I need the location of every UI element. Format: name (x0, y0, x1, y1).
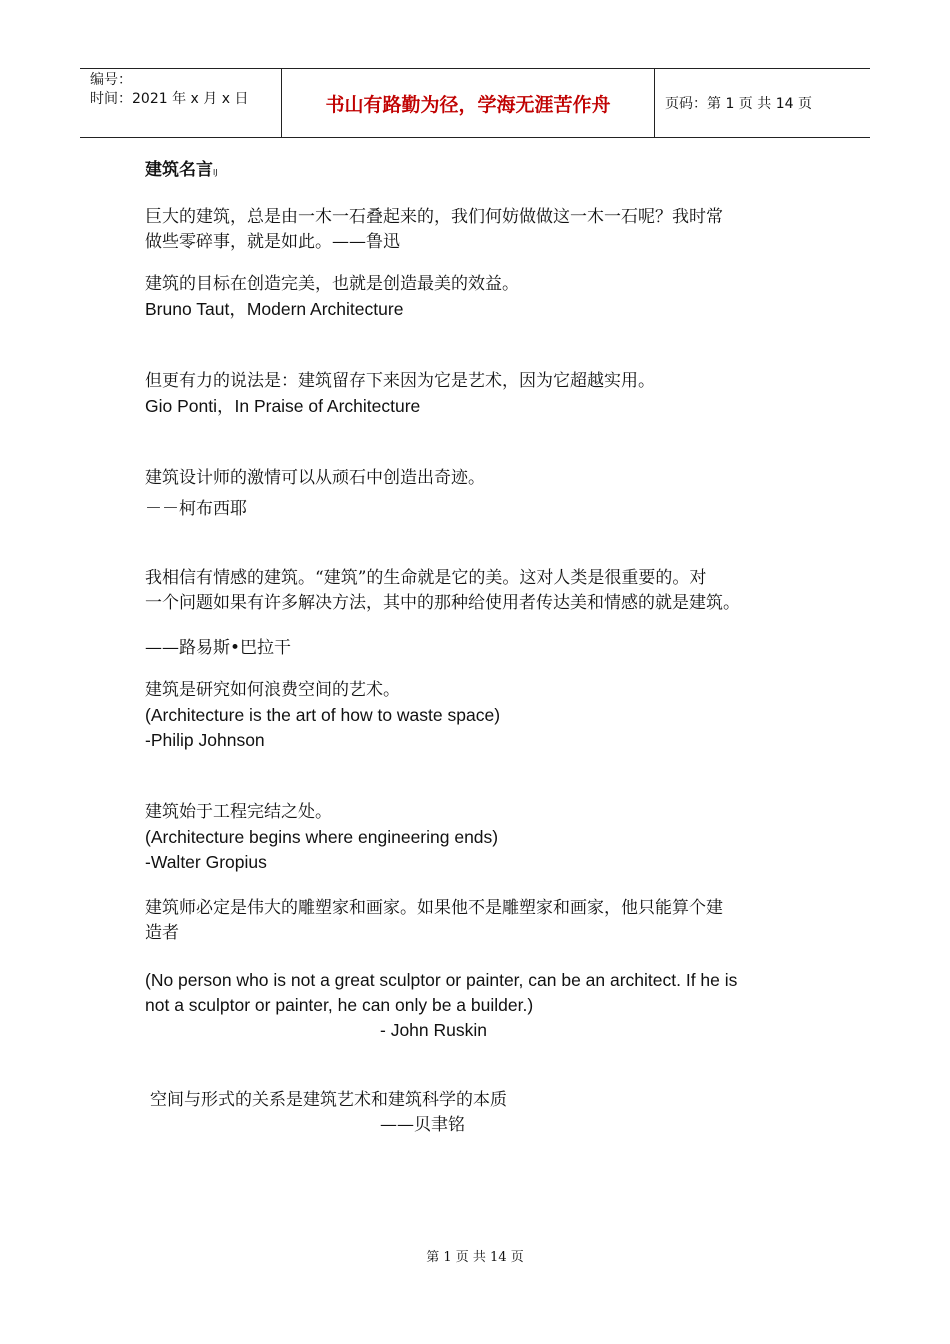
quote-lu-xun (145, 205, 825, 255)
quote-barragan (145, 566, 825, 661)
quote-text: 但更有力的说法是：建筑留存下来因为它是艺术，因为它超越实用。 (145, 371, 655, 391)
quote-bruno-taut (145, 272, 825, 322)
page-footer: 第 1 页 共 14 页 (426, 1250, 524, 1265)
quote-source: －－柯布西耶 (145, 499, 247, 519)
quote-source: -Walter Gropius (145, 852, 267, 872)
document-body (145, 158, 825, 1138)
header-table (80, 68, 870, 138)
document-title (145, 158, 825, 185)
quote-text: 建筑是研究如何浪费空间的艺术。 (145, 680, 400, 700)
header-motto: 书山有路勤为径，学海无涯苦作舟 (325, 93, 611, 116)
quote-source: ——贝聿铭 (380, 1115, 465, 1135)
date-label: 时间：2021 年 x 月 x 日 (90, 91, 249, 107)
quote-text: 空间与形式的关系是建筑艺术和建筑科学的本质 (150, 1090, 507, 1110)
quote-le-corbusier (145, 466, 825, 522)
quote-text: 我相信有情感的建筑。“建筑”的生命就是它的美。这对人类是很重要的。对 (145, 568, 707, 588)
quote-source: ——路易斯•巴拉干 (145, 638, 292, 658)
quote-translation: not a sculptor or painter, he can only be a builder.) (145, 995, 534, 1015)
quote-translation: (No person who is not a great sculptor or painter, can be an architect. If he is (145, 970, 738, 990)
quote-text: 做些零碎事，就是如此。——鲁迅 (145, 232, 400, 252)
number-label: 编号： (90, 72, 132, 88)
quote-text: 巨大的建筑，总是由一木一石叠起来的，我们何妨做做这一木一石呢？我时常 (145, 207, 723, 227)
quote-translation: (Architecture begins where engineering ends) (145, 827, 499, 847)
quote-text: 建筑的目标在创造完美，也就是创造最美的效益。 (145, 274, 519, 294)
quote-source: -Philip Johnson (145, 730, 265, 750)
title-text: 建筑名言 (145, 160, 213, 180)
quote-text: 建筑始于工程完结之处。 (145, 802, 332, 822)
quote-text: 造者 (145, 923, 179, 943)
quote-im-pei (145, 1088, 825, 1138)
quote-philip-johnson (145, 678, 825, 753)
header-left-cell (90, 71, 280, 109)
quote-text: 建筑师必定是伟大的雕塑家和画家。如果他不是雕塑家和画家，他只能算个建 (145, 898, 723, 918)
header-divider (654, 69, 655, 137)
quote-text: 建筑设计师的激情可以从顽石中创造出奇迹。 (145, 468, 485, 488)
title-mark: lJ (213, 168, 218, 177)
quote-gropius (145, 800, 825, 875)
quote-source: Gio Ponti，In Praise of Architecture (145, 396, 421, 416)
quote-ruskin (145, 896, 825, 1043)
quote-text: 一个问题如果有许多解决方法，其中的那种给使用者传达美和情感的就是建筑。 (145, 593, 740, 613)
header-page-label: 页码：第 1 页 共 14 页 (665, 96, 812, 112)
quote-source: Bruno Taut，Modern Architecture (145, 299, 404, 319)
quote-source: - John Ruskin (380, 1020, 487, 1040)
quote-gio-ponti (145, 369, 825, 419)
quote-translation: (Architecture is the art of how to waste space) (145, 705, 501, 725)
